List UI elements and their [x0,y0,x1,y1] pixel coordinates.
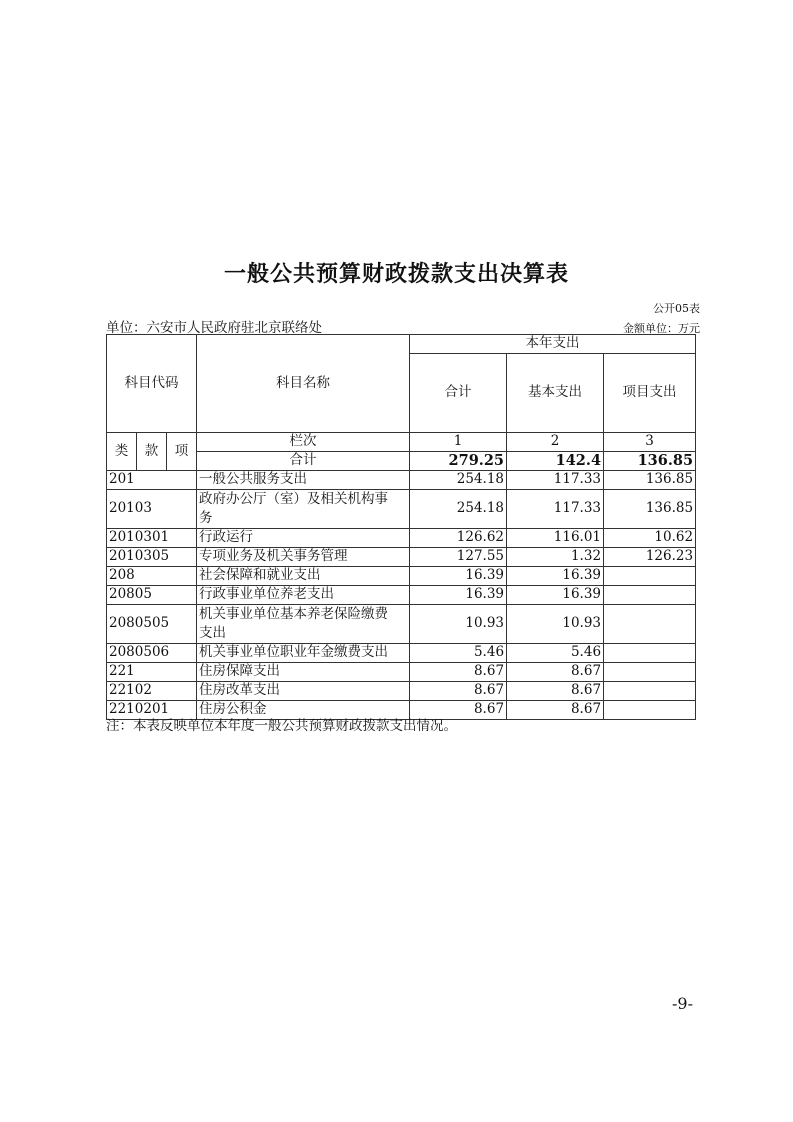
header-kuan: 款 [137,433,167,471]
row-code: 2010301 [107,529,197,548]
row-total: 254.18 [410,471,507,490]
table-row [107,567,696,586]
row-code: 20103 [107,490,197,529]
row-name: 一般公共服务支出 [197,471,410,490]
header-col-total: 合计 [410,354,507,433]
row-code: 2080505 [107,605,197,644]
row-code: 20805 [107,586,197,605]
row-project [604,605,696,644]
row-sequence-label: 栏次 [197,433,410,452]
table-row [107,644,696,663]
document-title: 一般公共预算财政拨款支出决算表 [223,261,569,287]
row-total: 254.18 [410,490,507,529]
row-basic: 8.67 [507,682,604,701]
row-name: 行政运行 [197,529,410,548]
table-row [107,490,696,529]
row-total: 126.62 [410,529,507,548]
header-this-year: 本年支出 [410,335,696,354]
row-name: 政府办公厅（室）及相关机构事务 [197,490,410,529]
row-basic: 116.01 [507,529,604,548]
row-basic: 16.39 [507,586,604,605]
table-row [107,548,696,567]
row-project [604,663,696,682]
row-project: 126.23 [604,548,696,567]
row-name: 行政事业单位养老支出 [197,586,410,605]
total-value-project: 136.85 [604,452,696,471]
row-basic: 8.67 [507,701,604,720]
row-basic: 10.93 [507,605,604,644]
row-basic: 16.39 [507,567,604,586]
row-basic: 5.46 [507,644,604,663]
table-row [107,529,696,548]
row-project [604,586,696,605]
row-basic: 117.33 [507,471,604,490]
sequence-2: 2 [507,433,604,452]
row-total: 5.46 [410,644,507,663]
total-value-basic: 142.4 [507,452,604,471]
row-code: 208 [107,567,197,586]
row-code: 2010305 [107,548,197,567]
row-name: 机关事业单位基本养老保险缴费支出 [197,605,410,644]
row-total: 8.67 [410,663,507,682]
row-code: 2210201 [107,701,197,720]
footnote: 注：本表反映单位本年度一般公共预算财政拨款支出情况。 [106,718,457,734]
header-col-basic: 基本支出 [507,354,604,433]
expenditure-table [106,334,696,720]
row-name: 社会保障和就业支出 [197,567,410,586]
row-total: 8.67 [410,682,507,701]
row-basic: 117.33 [507,490,604,529]
sequence-3: 3 [604,433,696,452]
header-subject-code: 科目代码 [107,335,197,433]
row-total: 16.39 [410,567,507,586]
table-row [107,586,696,605]
total-value-total: 279.25 [410,452,507,471]
row-basic: 1.32 [507,548,604,567]
row-total: 8.67 [410,701,507,720]
row-total: 16.39 [410,586,507,605]
reporting-unit: 单位：六安市人民政府驻北京联络处 [106,320,322,336]
row-project: 136.85 [604,490,696,529]
row-project [604,701,696,720]
header-col-project: 项目支出 [604,354,696,433]
form-number: 公开05表 [653,302,700,315]
row-name: 机关事业单位职业年金缴费支出 [197,644,410,663]
table-row [107,682,696,701]
row-total: 127.55 [410,548,507,567]
table-row [107,471,696,490]
row-project [604,567,696,586]
row-name: 住房保障支出 [197,663,410,682]
sequence-1: 1 [410,433,507,452]
header-subject-name: 科目名称 [197,335,410,433]
row-name: 专项业务及机关事务管理 [197,548,410,567]
row-code: 22102 [107,682,197,701]
row-basic: 8.67 [507,663,604,682]
table-row [107,605,696,644]
row-name: 住房改革支出 [197,682,410,701]
row-project: 10.62 [604,529,696,548]
row-total: 10.93 [410,605,507,644]
row-project [604,682,696,701]
row-project [604,644,696,663]
row-name: 住房公积金 [197,701,410,720]
header-lei: 类 [107,433,137,471]
row-project: 136.85 [604,471,696,490]
row-code: 201 [107,471,197,490]
table-row [107,663,696,682]
amount-unit: 金额单位：万元 [623,322,700,335]
page-number: -9- [672,994,693,1013]
row-code: 2080506 [107,644,197,663]
row-code: 221 [107,663,197,682]
total-row-label: 合计 [197,452,410,471]
header-xiang: 项 [167,433,197,471]
